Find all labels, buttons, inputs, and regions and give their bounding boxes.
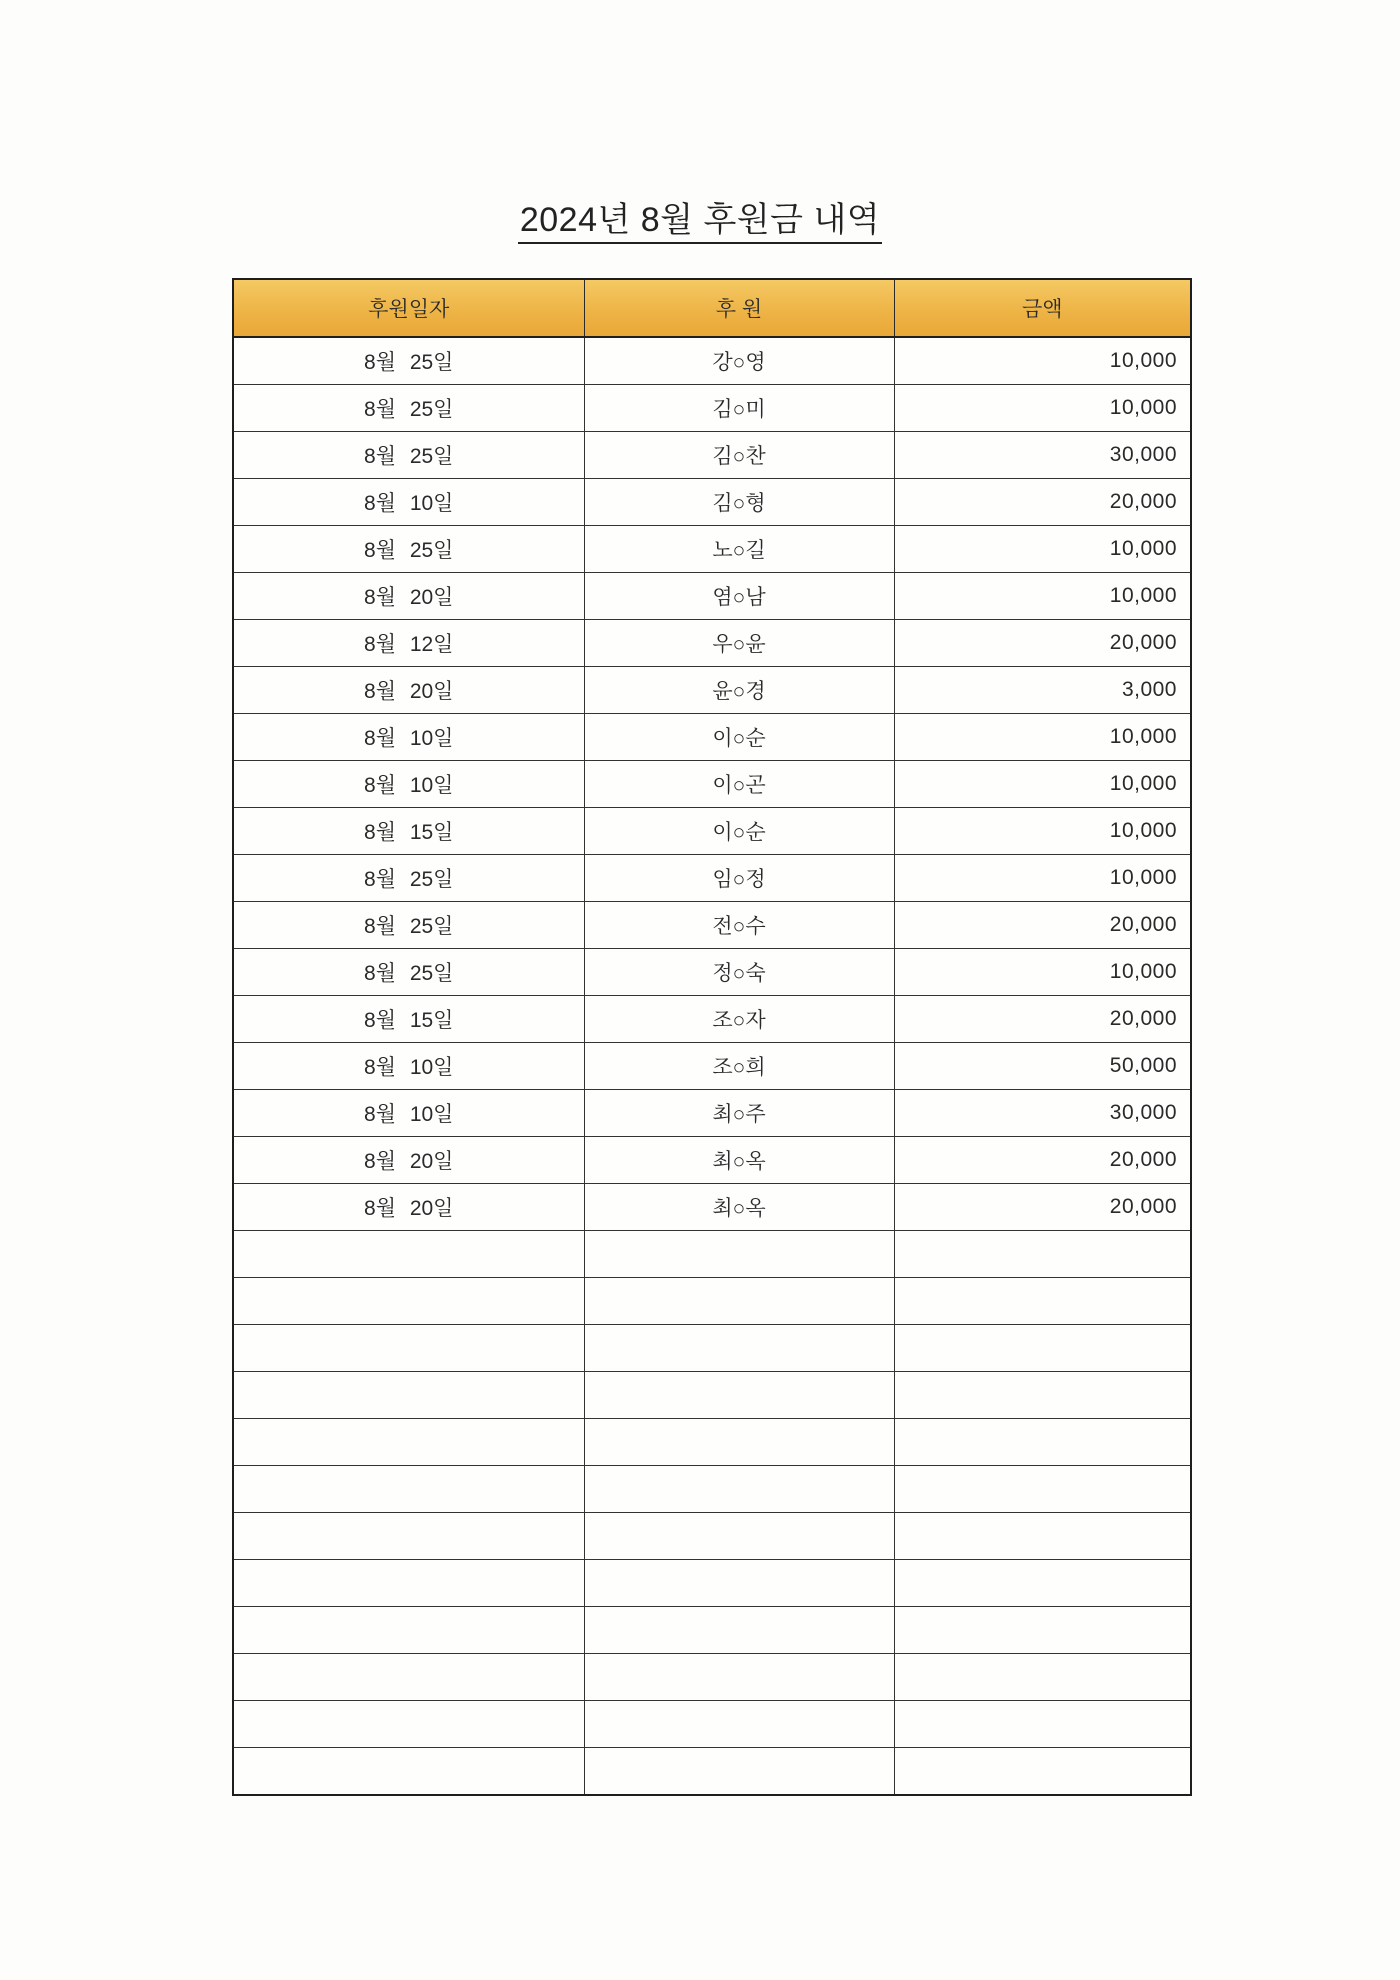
donation-table <box>232 278 1192 1796</box>
donor-cell: 조○자 <box>584 996 894 1043</box>
donor-cell: 정○숙 <box>584 949 894 996</box>
empty-cell <box>584 1466 894 1513</box>
empty-table-row <box>233 1419 1191 1466</box>
empty-cell <box>233 1466 584 1513</box>
amount-cell: 30,000 <box>894 432 1191 479</box>
table-body <box>233 337 1191 1795</box>
empty-cell <box>233 1231 584 1278</box>
empty-table-row <box>233 1560 1191 1607</box>
table-row <box>233 1137 1191 1184</box>
donor-cell: 김○형 <box>584 479 894 526</box>
table-row <box>233 667 1191 714</box>
date-cell: 8월 20일 <box>233 667 584 714</box>
table-row <box>233 855 1191 902</box>
date-cell: 8월 25일 <box>233 526 584 573</box>
donor-cell: 김○미 <box>584 385 894 432</box>
table-row <box>233 902 1191 949</box>
amount-cell: 3,000 <box>894 667 1191 714</box>
donor-cell: 조○희 <box>584 1043 894 1090</box>
empty-table-row <box>233 1654 1191 1701</box>
table-row <box>233 1184 1191 1231</box>
amount-cell: 30,000 <box>894 1090 1191 1137</box>
table-row <box>233 385 1191 432</box>
date-cell: 8월 12일 <box>233 620 584 667</box>
date-cell: 8월 25일 <box>233 337 584 385</box>
empty-cell <box>894 1654 1191 1701</box>
empty-cell <box>233 1419 584 1466</box>
empty-cell <box>894 1513 1191 1560</box>
amount-cell: 20,000 <box>894 1137 1191 1184</box>
empty-cell <box>584 1607 894 1654</box>
header-date: 후원일자 <box>233 279 584 337</box>
date-cell: 8월 10일 <box>233 761 584 808</box>
empty-cell <box>233 1748 584 1796</box>
table-row <box>233 949 1191 996</box>
donor-cell: 최○옥 <box>584 1137 894 1184</box>
table-row <box>233 996 1191 1043</box>
header-row <box>233 279 1191 337</box>
empty-cell <box>584 1325 894 1372</box>
empty-table-row <box>233 1513 1191 1560</box>
donor-cell: 강○영 <box>584 337 894 385</box>
table-row <box>233 808 1191 855</box>
donor-cell: 염○남 <box>584 573 894 620</box>
empty-cell <box>233 1372 584 1419</box>
page-title <box>0 200 1400 244</box>
table-row <box>233 620 1191 667</box>
empty-cell <box>894 1278 1191 1325</box>
amount-cell: 20,000 <box>894 902 1191 949</box>
date-cell: 8월 15일 <box>233 996 584 1043</box>
date-cell: 8월 10일 <box>233 479 584 526</box>
empty-cell <box>233 1513 584 1560</box>
donor-cell: 최○주 <box>584 1090 894 1137</box>
amount-cell: 20,000 <box>894 1184 1191 1231</box>
amount-cell: 10,000 <box>894 761 1191 808</box>
empty-cell <box>233 1607 584 1654</box>
donor-cell: 전○수 <box>584 902 894 949</box>
empty-cell <box>584 1419 894 1466</box>
empty-table-row <box>233 1607 1191 1654</box>
empty-cell <box>584 1513 894 1560</box>
empty-cell <box>894 1701 1191 1748</box>
donor-cell: 최○옥 <box>584 1184 894 1231</box>
empty-cell <box>233 1701 584 1748</box>
date-cell: 8월 10일 <box>233 1090 584 1137</box>
empty-table-row <box>233 1748 1191 1796</box>
empty-table-row <box>233 1231 1191 1278</box>
amount-cell: 20,000 <box>894 620 1191 667</box>
empty-table-row <box>233 1325 1191 1372</box>
empty-cell <box>584 1231 894 1278</box>
amount-cell: 50,000 <box>894 1043 1191 1090</box>
header-donor: 후 원 <box>584 279 894 337</box>
table-row <box>233 714 1191 761</box>
empty-table-row <box>233 1372 1191 1419</box>
donor-cell: 이○곤 <box>584 761 894 808</box>
empty-cell <box>894 1419 1191 1466</box>
empty-cell <box>894 1466 1191 1513</box>
empty-table-row <box>233 1701 1191 1748</box>
amount-cell: 10,000 <box>894 526 1191 573</box>
date-cell: 8월 20일 <box>233 1137 584 1184</box>
empty-cell <box>584 1278 894 1325</box>
date-cell: 8월 10일 <box>233 1043 584 1090</box>
empty-cell <box>233 1278 584 1325</box>
table-row <box>233 432 1191 479</box>
amount-cell: 10,000 <box>894 385 1191 432</box>
amount-cell: 10,000 <box>894 573 1191 620</box>
empty-cell <box>894 1560 1191 1607</box>
amount-cell: 10,000 <box>894 855 1191 902</box>
empty-cell <box>584 1748 894 1796</box>
empty-cell <box>584 1654 894 1701</box>
empty-table-row <box>233 1466 1191 1513</box>
donor-cell: 김○찬 <box>584 432 894 479</box>
date-cell: 8월 20일 <box>233 573 584 620</box>
empty-cell <box>584 1372 894 1419</box>
donor-cell: 이○순 <box>584 714 894 761</box>
donor-cell: 이○순 <box>584 808 894 855</box>
empty-cell <box>233 1654 584 1701</box>
donor-cell: 윤○경 <box>584 667 894 714</box>
table-row <box>233 1090 1191 1137</box>
empty-cell <box>233 1325 584 1372</box>
date-cell: 8월 25일 <box>233 949 584 996</box>
table-row <box>233 479 1191 526</box>
empty-cell <box>894 1325 1191 1372</box>
donor-cell: 노○길 <box>584 526 894 573</box>
amount-cell: 10,000 <box>894 949 1191 996</box>
date-cell: 8월 25일 <box>233 432 584 479</box>
donor-cell: 우○윤 <box>584 620 894 667</box>
date-cell: 8월 25일 <box>233 385 584 432</box>
empty-cell <box>894 1748 1191 1796</box>
table-row <box>233 761 1191 808</box>
date-cell: 8월 10일 <box>233 714 584 761</box>
empty-cell <box>584 1560 894 1607</box>
amount-cell: 20,000 <box>894 479 1191 526</box>
empty-table-row <box>233 1278 1191 1325</box>
table-row <box>233 573 1191 620</box>
empty-cell <box>894 1607 1191 1654</box>
amount-cell: 10,000 <box>894 337 1191 385</box>
amount-cell: 10,000 <box>894 714 1191 761</box>
date-cell: 8월 20일 <box>233 1184 584 1231</box>
table-row <box>233 526 1191 573</box>
table-row <box>233 1043 1191 1090</box>
empty-cell <box>894 1231 1191 1278</box>
date-cell: 8월 25일 <box>233 902 584 949</box>
date-cell: 8월 15일 <box>233 808 584 855</box>
table-header <box>233 279 1191 337</box>
empty-cell <box>584 1701 894 1748</box>
table-row <box>233 337 1191 385</box>
empty-cell <box>894 1372 1191 1419</box>
page-title-text: 2024년 8월 후원금 내역 <box>518 200 882 244</box>
empty-cell <box>233 1560 584 1607</box>
amount-cell: 20,000 <box>894 996 1191 1043</box>
header-amount: 금액 <box>894 279 1191 337</box>
amount-cell: 10,000 <box>894 808 1191 855</box>
date-cell: 8월 25일 <box>233 855 584 902</box>
donor-cell: 임○정 <box>584 855 894 902</box>
